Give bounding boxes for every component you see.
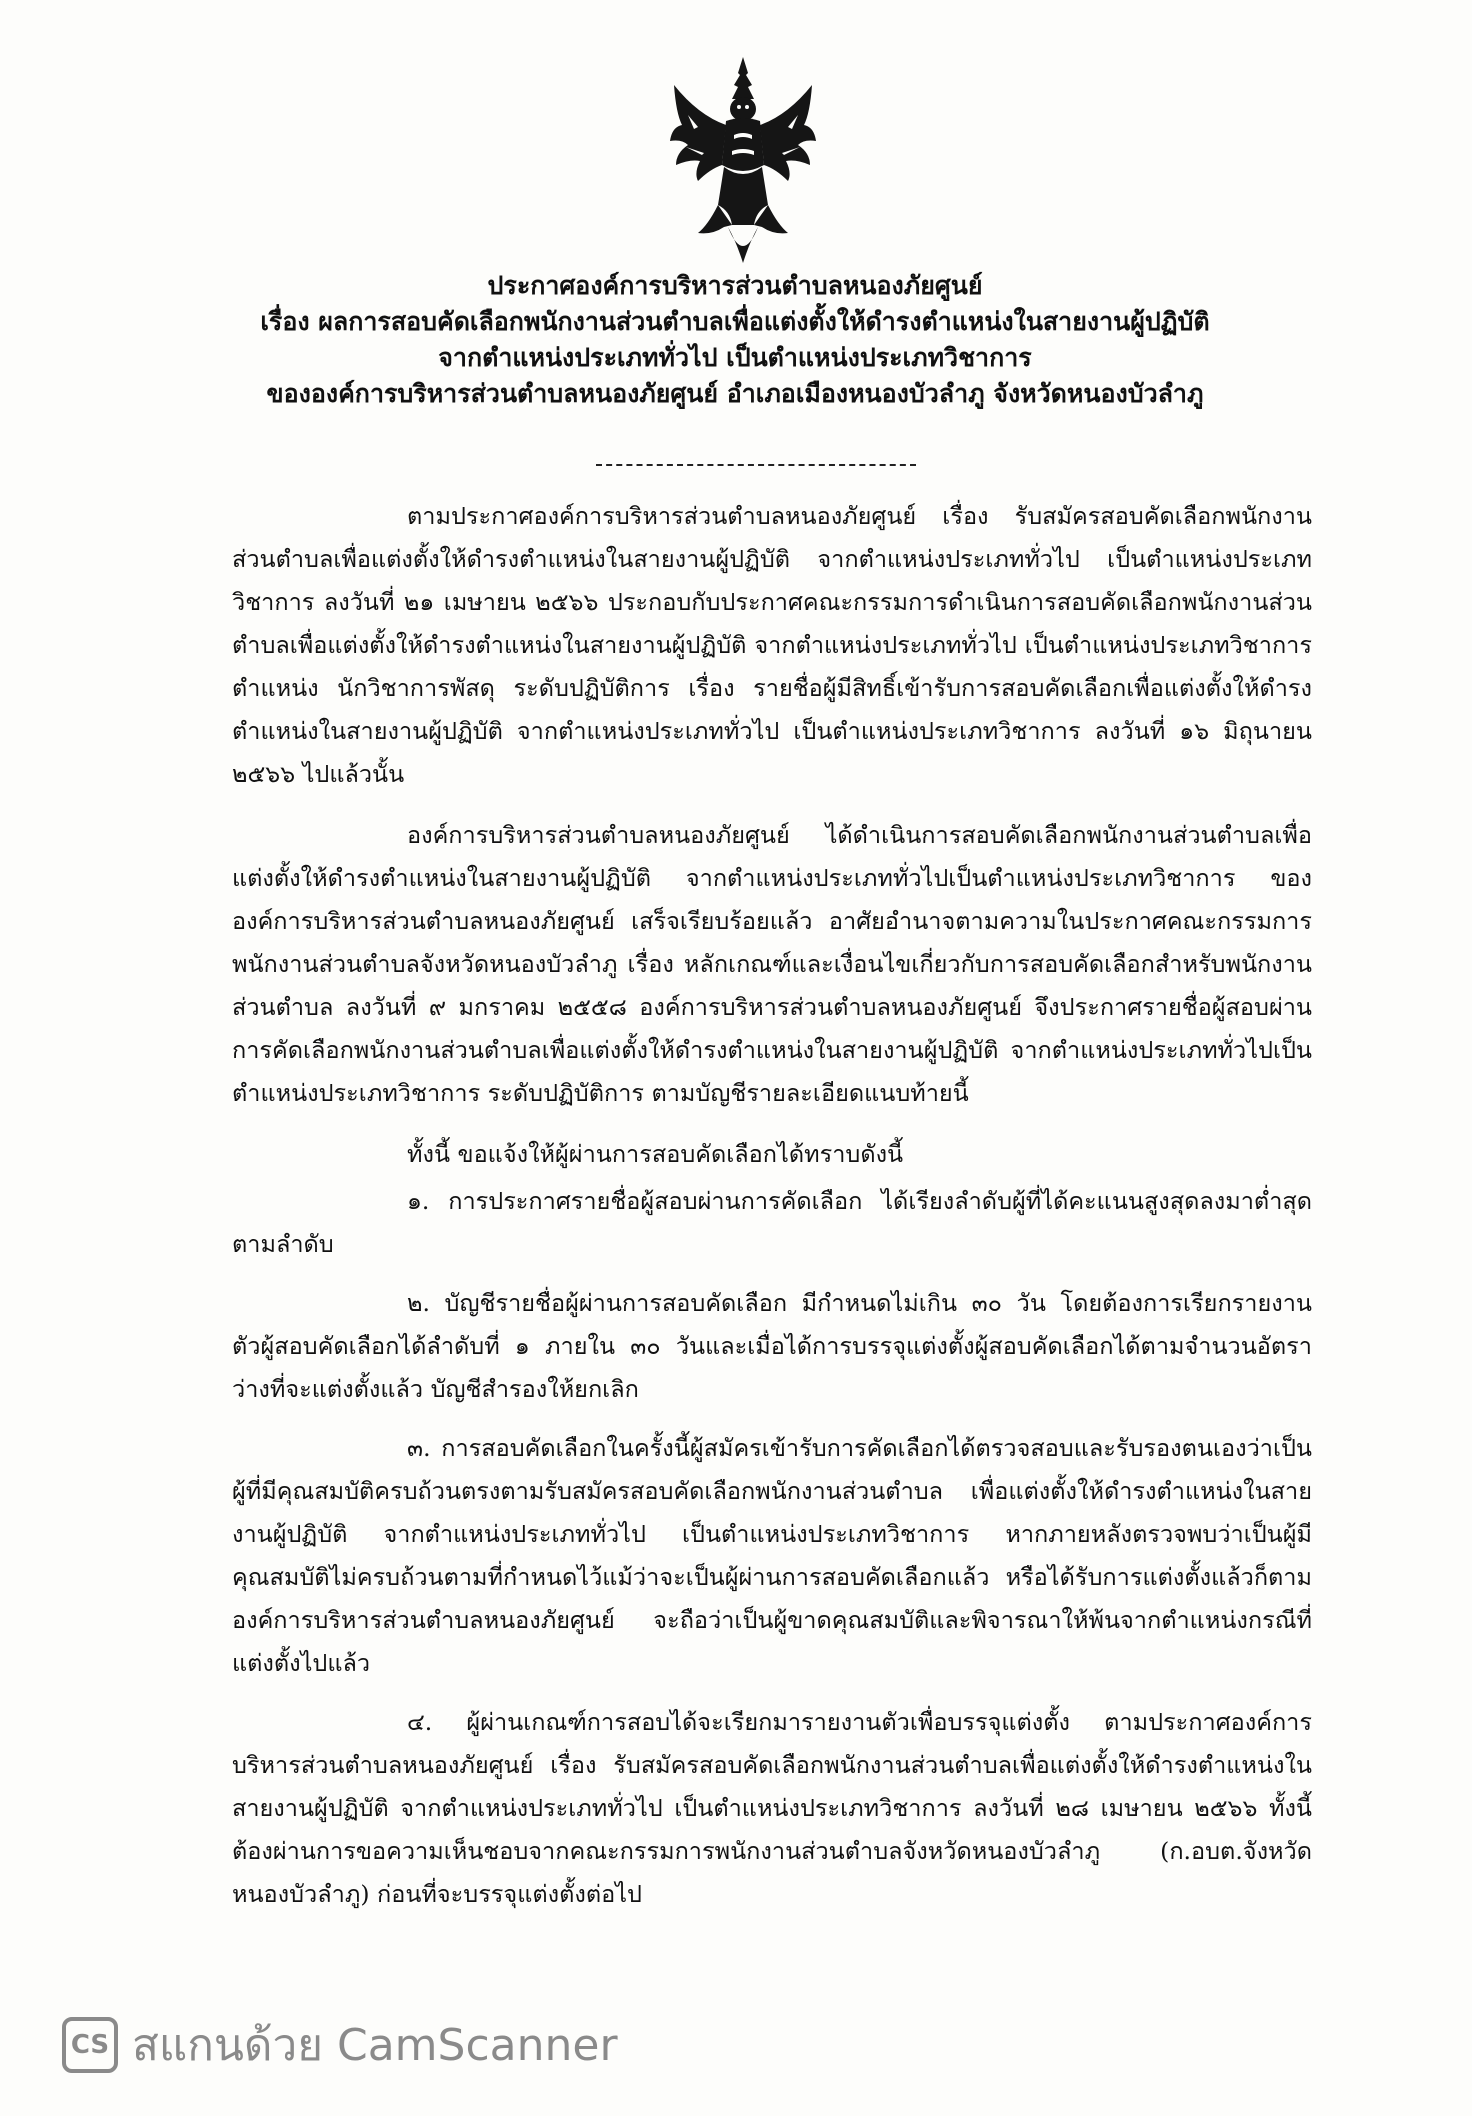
announcement-subject: เรื่อง ผลการสอบคัดเลือกพนักงานส่วนตำบลเพื่อแต่งตั้งให้ดำรงตำแหน่งในสายงานผู้ปฏิบัติ: [260, 307, 1210, 336]
camscanner-logo-icon: CS: [62, 2017, 118, 2073]
watermark-text: สแกนด้วย CamScanner: [132, 2020, 618, 2071]
garuda-emblem-icon: [668, 55, 818, 265]
announcement-title-block: [160, 268, 1310, 412]
notice-item-2: ๒. บัญชีรายชื่อผู้ผ่านการสอบคัดเลือก มีกำหนดไม่เกิน ๓๐ วัน โดยต้องการเรียกรายงานตัวผู้สอบคัดเลือกได้ลำดับที่ ๑ ภายใน ๓๐ วันและเมื่อได้การบรรจุแต่งตั้งผู้สอบคัดเลือกได้ตามจำนวนอัตราว่างที่จะแต่งตั้งแล้ว บัญชีสำรองให้ยกเลิก: [232, 1289, 1312, 1403]
announcement-title: ประกาศองค์การบริหารส่วนตำบลหนองภัยศูนย์: [487, 271, 983, 300]
announcement-subject-line3: ขององค์การบริหารส่วนตำบลหนองภัยศูนย์ อำเภอเมืองหนองบัวลำภู จังหวัดหนองบัวลำภู: [266, 379, 1204, 408]
notice-item-1: ๑. การประกาศรายชื่อผู้สอบผ่านการคัดเลือก ได้เรียงลำดับผู้ที่ได้คะแนนสูงสุดลงมาต่ำสุดตามลำดับ: [232, 1187, 1312, 1258]
title-divider: [596, 464, 916, 466]
notice-heading: ทั้งนี้ ขอแจ้งให้ผู้ผ่านการสอบคัดเลือกได้ทราบดังนี้: [407, 1140, 904, 1168]
notice-item-4: ๔. ผู้ผ่านเกณฑ์การสอบได้จะเรียกมารายงานตัวเพื่อบรรจุแต่งตั้ง ตามประกาศองค์การบริหารส่วนตำบลหนองภัยศูนย์ เรื่อง รับสมัครสอบคัดเลือกพนักงานส่วนตำบลเพื่อแต่งตั้งให้ดำรงตำแหน่งในสายงานผู้ปฏิบัติ จากตำแหน่งประเภททั่วไป เป็นตำแหน่งประเภทวิชาการ ลงวันที่ ๒๘ เมษายน ๒๕๖๖ ทั้งนี้ต้องผ่านการขอความเห็นชอบจากคณะกรรมการพนักงานส่วนตำบลจังหวัดหนองบัวลำภู (ก.อบต.จังหวัดหนองบัวลำภู) ก่อนที่จะบรรจุแต่งตั้งต่อไป: [232, 1708, 1312, 1908]
body-paragraph-2: องค์การบริหารส่วนตำบลหนองภัยศูนย์ ได้ดำเนินการสอบคัดเลือกพนักงานส่วนตำบลเพื่อแต่งตั้งให้ดำรงตำแหน่งในสายงานผู้ปฏิบัติ จากตำแหน่งประเภททั่วไปเป็นตำแหน่งประเภทวิชาการ ขององค์การบริหารส่วนตำบลหนองภัยศูนย์ เสร็จเรียบร้อยแล้ว อาศัยอำนาจตามความในประกาศคณะกรรมการพนักงานส่วนตำบลจังหวัดหนองบัวลำภู เรื่อง หลักเกณฑ์และเงื่อนไขเกี่ยวกับการสอบคัดเลือกสำหรับพนักงานส่วนตำบล ลงวันที่ ๙ มกราคม ๒๕๕๘ องค์การบริหารส่วนตำบลหนองภัยศูนย์ จึงประกาศรายชื่อผู้สอบผ่านการคัดเลือกพนักงานส่วนตำบลเพื่อแต่งตั้งให้ดำรงตำแหน่งในสายงานผู้ปฏิบัติ จากตำแหน่งประเภททั่วไปเป็นตำแหน่งประเภทวิชาการ ระดับปฏิบัติการ ตามบัญชีรายละเอียดแนบท้ายนี้: [232, 821, 1312, 1107]
camscanner-watermark: [62, 2010, 618, 2080]
announcement-body: [232, 495, 1312, 1932]
announcement-subject-line2: จากตำแหน่งประเภททั่วไป เป็นตำแหน่งประเภทวิชาการ: [438, 343, 1032, 372]
body-paragraph-1: ตามประกาศองค์การบริหารส่วนตำบลหนองภัยศูนย์ เรื่อง รับสมัครสอบคัดเลือกพนักงานส่วนตำบลเพื่อแต่งตั้งให้ดำรงตำแหน่งในสายงานผู้ปฏิบัติ จากตำแหน่งประเภททั่วไป เป็นตำแหน่งประเภทวิชาการ ลงวันที่ ๒๑ เมษายน ๒๕๖๖ ประกอบกับประกาศคณะกรรมการดำเนินการสอบคัดเลือกพนักงานส่วนตำบลเพื่อแต่งตั้งให้ดำรงตำแหน่งในสายงานผู้ปฏิบัติ จากตำแหน่งประเภททั่วไป เป็นตำแหน่งประเภทวิชาการ ตำแหน่ง นักวิชาการพัสดุ ระดับปฏิบัติการ เรื่อง รายชื่อผู้มีสิทธิ์เข้ารับการสอบคัดเลือกเพื่อแต่งตั้งให้ดำรงตำแหน่งในสายงานผู้ปฏิบัติ จากตำแหน่งประเภททั่วไป เป็นตำแหน่งประเภทวิชาการ ลงวันที่ ๑๖ มิถุนายน ๒๕๖๖ ไปแล้วนั้น: [232, 502, 1312, 788]
notice-item-3: ๓. การสอบคัดเลือกในครั้งนี้ผู้สมัครเข้ารับการคัดเลือกได้ตรวจสอบและรับรองตนเองว่าเป็นผู้ที่มีคุณสมบัติครบถ้วนตรงตามรับสมัครสอบคัดเลือกพนักงานส่วนตำบล เพื่อแต่งตั้งให้ดำรงตำแหน่งในสายงานผู้ปฏิบัติ จากตำแหน่งประเภททั่วไป เป็นตำแหน่งประเภทวิชาการ หากภายหลังตรวจพบว่าเป็นผู้มีคุณสมบัติไม่ครบถ้วนตามที่กำหนดไว้แม้ว่าจะเป็นผู้ผ่านการสอบคัดเลือกแล้ว หรือได้รับการแต่งตั้งแล้วก็ตาม องค์การบริหารส่วนตำบลหนองภัยศูนย์ จะถือว่าเป็นผู้ขาดคุณสมบัติและพิจารณาให้พ้นจากตำแหน่งกรณีที่แต่งตั้งไปแล้ว: [232, 1434, 1312, 1677]
